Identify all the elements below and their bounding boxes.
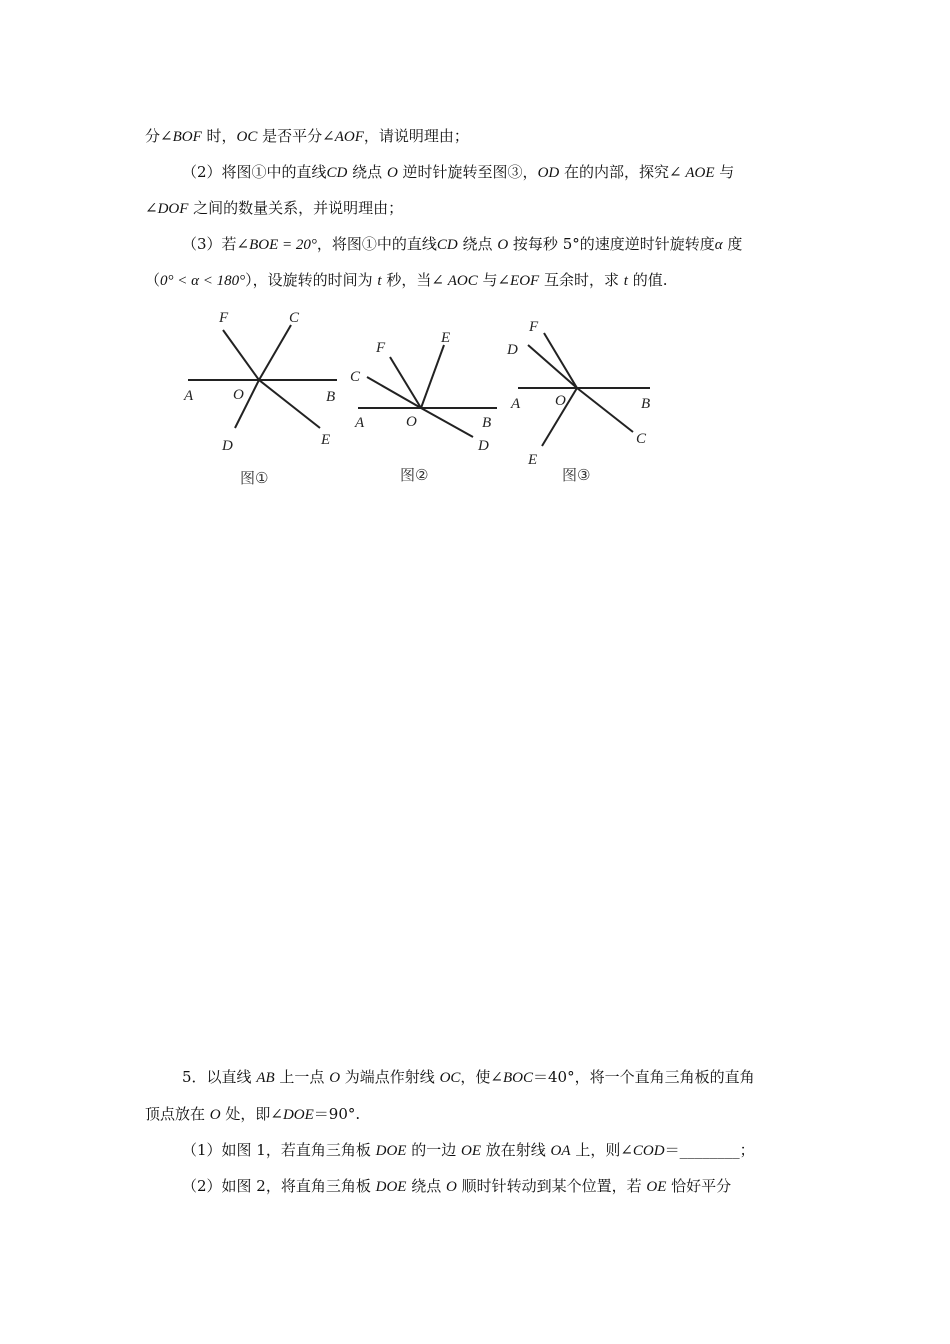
- math-var: OC: [236, 129, 258, 145]
- text: 与: [714, 163, 735, 181]
- text: （3）若: [182, 235, 237, 253]
- text: ＝40°，将一个直角三角板的直角: [533, 1068, 755, 1086]
- p4-line-5: [145, 270, 667, 291]
- label-b: B: [326, 389, 336, 405]
- math-var: COD: [632, 1143, 665, 1159]
- math-var: O: [497, 237, 509, 253]
- math-inequality: 0° < α < 180°: [160, 273, 246, 289]
- text: 顺时针转动到某个位置，若: [456, 1177, 647, 1195]
- text: ），设旋转的时间为: [245, 271, 378, 289]
- text: 绕点: [406, 1177, 446, 1195]
- text: （1）如图 1，若直角三角板: [182, 1141, 376, 1159]
- label-c: C: [289, 310, 300, 326]
- p5-line-2: [145, 1104, 360, 1125]
- label-f: F: [376, 340, 386, 356]
- math-var: AB: [256, 1070, 275, 1086]
- label-c: C: [350, 369, 361, 385]
- ray-of: [544, 333, 577, 388]
- ray-oc: [259, 325, 291, 380]
- text: 的一边: [406, 1141, 461, 1159]
- math-var: CD: [326, 165, 348, 181]
- math-var: CD: [436, 237, 458, 253]
- math-var: OD: [537, 165, 560, 181]
- math-angle: ∠DOF: [145, 201, 189, 217]
- text: （: [145, 271, 161, 289]
- text: 恰好平分: [666, 1177, 732, 1195]
- math-var: O: [209, 1107, 221, 1123]
- math-var: OE: [461, 1143, 481, 1159]
- math-var: BOC: [503, 1070, 533, 1086]
- text: ＝90°.: [313, 1105, 361, 1123]
- math-equation: ∠BOE = 20°: [236, 237, 317, 253]
- label-o: O: [233, 387, 244, 403]
- label-a: A: [511, 396, 521, 412]
- text: ＝________；: [664, 1141, 755, 1159]
- math-var: DOE: [282, 1107, 314, 1123]
- ray-oe: [421, 345, 444, 408]
- label-e: E: [441, 330, 451, 346]
- label-c: C: [636, 431, 647, 447]
- text: 逆时针旋转至图③，: [397, 163, 538, 181]
- figure-1-caption: 图①: [240, 469, 269, 487]
- figure-2: [345, 322, 510, 457]
- label-a: A: [184, 388, 194, 404]
- text: 与: [477, 271, 498, 289]
- text: 上，则∠: [570, 1141, 633, 1159]
- math-var: DOE: [375, 1143, 407, 1159]
- ray-oc: [577, 388, 633, 432]
- text: 放在射线: [481, 1141, 551, 1159]
- math-var: t: [623, 273, 628, 289]
- text: ，请说明理由；: [363, 127, 469, 145]
- math-var: OA: [550, 1143, 571, 1159]
- p5-line-3: [182, 1140, 755, 1161]
- ray-oc: [367, 377, 421, 408]
- text: 为端点作射线: [340, 1068, 440, 1086]
- math-angle: ∠BOF: [160, 129, 202, 145]
- label-o: O: [406, 414, 417, 430]
- figure-3: [500, 312, 665, 472]
- math-var: O: [386, 165, 398, 181]
- p4-line-2: [182, 162, 734, 183]
- p4-line-4: [182, 234, 742, 255]
- math-var: t: [377, 273, 382, 289]
- figure-1: [175, 300, 355, 460]
- text: 在的内部，探究: [559, 163, 670, 181]
- text: ，使∠: [460, 1068, 503, 1086]
- figure-3-caption: 图③: [562, 466, 591, 484]
- math-var: DOE: [375, 1179, 407, 1195]
- label-b: B: [641, 396, 651, 412]
- text: 处，即∠: [220, 1105, 283, 1123]
- ray-oe: [259, 380, 320, 428]
- text: 秒，当: [381, 271, 432, 289]
- text: 分: [145, 127, 161, 145]
- text: 之间的数量关系，并说明理由；: [188, 199, 404, 217]
- text: 绕点: [457, 235, 498, 253]
- label-d: D: [222, 438, 233, 454]
- text: 度: [722, 235, 743, 253]
- math-angle: ∠ AOE: [669, 165, 715, 181]
- ray-of: [390, 357, 421, 408]
- label-f: F: [529, 319, 539, 335]
- text: 时，: [201, 127, 237, 145]
- label-f: F: [219, 310, 229, 326]
- text: 上一点: [274, 1068, 330, 1086]
- p4-line-1: [145, 126, 469, 147]
- p4-line-3: [145, 198, 403, 219]
- math-angle: ∠ AOC: [431, 273, 478, 289]
- math-var: OE: [646, 1179, 667, 1195]
- math-var: OC: [439, 1070, 461, 1086]
- p5-line-1: [182, 1067, 755, 1088]
- math-angle: ∠EOF: [497, 273, 540, 289]
- math-angle: ∠AOF: [322, 129, 364, 145]
- math-var: α: [714, 237, 723, 253]
- label-d: D: [507, 342, 518, 358]
- math-var: O: [329, 1070, 341, 1086]
- ray-od: [421, 408, 473, 437]
- label-e: E: [528, 452, 538, 468]
- label-e: E: [321, 432, 331, 448]
- label-a: A: [355, 415, 365, 431]
- text: 5．以直线: [182, 1068, 257, 1086]
- text: 顶点放在: [145, 1105, 210, 1123]
- label-b: B: [482, 415, 492, 431]
- text: 绕点: [347, 163, 387, 181]
- text: 是否平分: [257, 127, 323, 145]
- math-var: O: [446, 1179, 457, 1195]
- text: 按每秒 5°的速度逆时针旋转度: [508, 235, 715, 253]
- label-d: D: [478, 438, 489, 454]
- figure-2-caption: 图②: [400, 466, 429, 484]
- ray-of: [223, 330, 259, 380]
- label-o: O: [555, 393, 566, 409]
- ray-od: [528, 345, 577, 388]
- text: 的值.: [627, 271, 668, 289]
- p5-line-4: [182, 1176, 731, 1197]
- text: ，将图①中的直线: [316, 235, 437, 253]
- text: （2）将图①中的直线: [182, 163, 327, 181]
- text: （2）如图 2，将直角三角板: [182, 1177, 376, 1195]
- text: 互余时，求: [539, 271, 624, 289]
